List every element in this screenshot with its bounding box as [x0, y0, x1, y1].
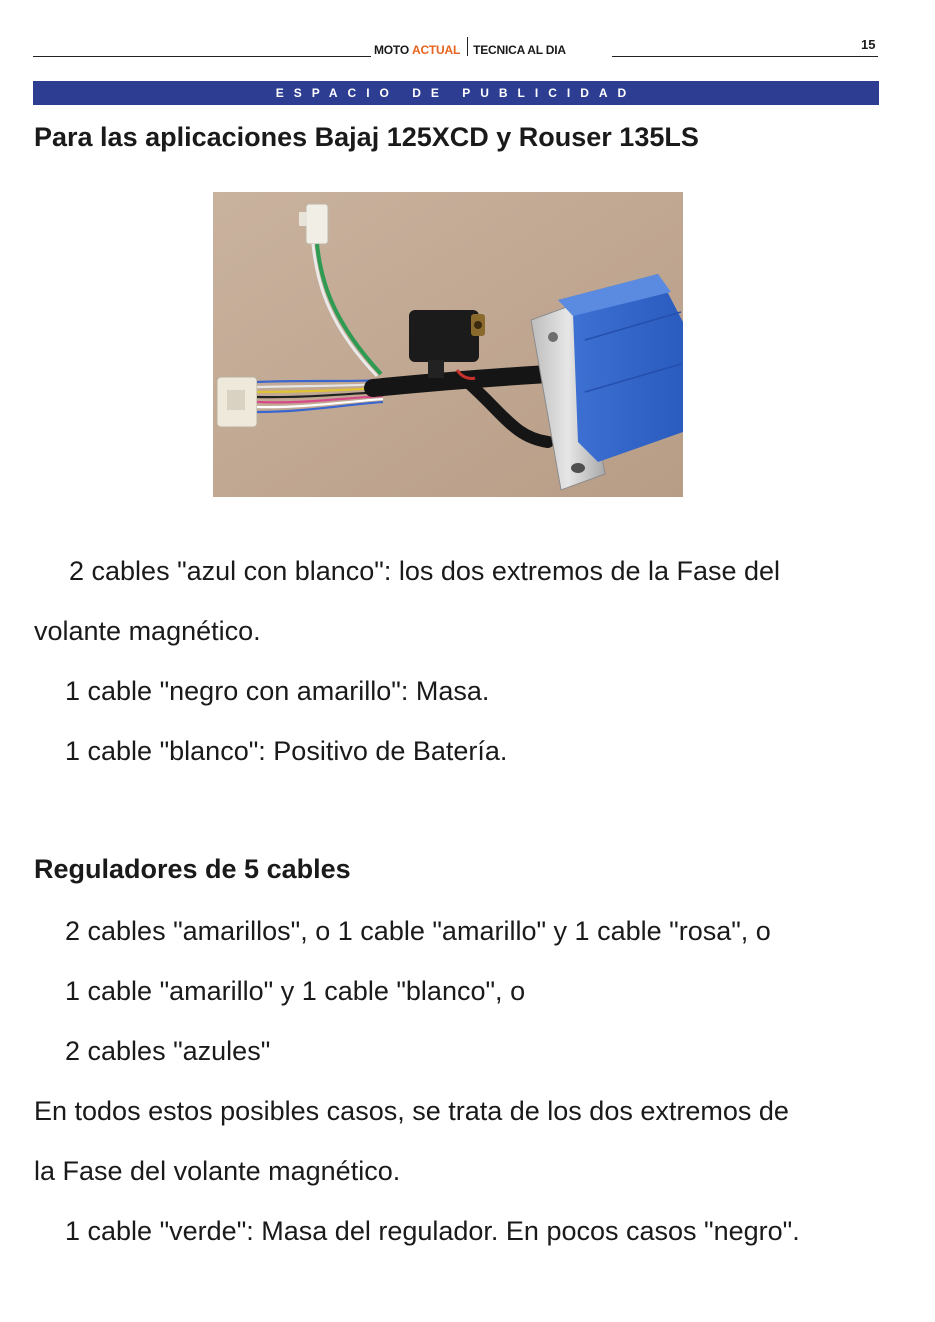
- ad-banner-label: ESPACIO DE PUBLICIDAD: [275, 86, 637, 100]
- body-line: 1 cable "verde": Masa del regulador. En pocos casos "negro".: [65, 1216, 800, 1246]
- page-number: 15: [861, 37, 876, 52]
- section-name: TECNICA AL DIA: [473, 43, 566, 57]
- brand-moto: MOTO: [374, 43, 409, 57]
- body-line: 2 cables "amarillos", o 1 cable "amarillo" y 1 cable "rosa", o: [65, 916, 771, 946]
- regulator-photo: [213, 192, 683, 497]
- ad-banner: [33, 81, 879, 105]
- body-line: 2 cables "azules": [65, 1036, 271, 1066]
- body-line: 1 cable "negro con amarillo": Masa.: [65, 676, 490, 706]
- body-line: la Fase del volante magnético.: [34, 1156, 401, 1186]
- masthead-separator: [467, 37, 468, 56]
- body-line: 2 cables "azul con blanco": los dos extremos de la Fase del: [69, 556, 781, 586]
- header-rule-left: [33, 56, 371, 57]
- body-line: 1 cable "amarillo" y 1 cable "blanco", o: [65, 976, 526, 1006]
- brand-actual: ACTUAL: [411, 43, 461, 57]
- masthead: [374, 41, 566, 57]
- body-line: volante magnético.: [34, 616, 261, 646]
- body-line: En todos estos posibles casos, se trata de los dos extremos de: [34, 1096, 789, 1126]
- header-rule-right: [612, 56, 878, 57]
- section1-title: Para las aplicaciones Bajaj 125XCD y Rouser 135LS: [34, 122, 699, 152]
- body-line: 1 cable "blanco": Positivo de Batería.: [65, 736, 508, 766]
- section2-title: Reguladores de 5 cables: [34, 854, 351, 884]
